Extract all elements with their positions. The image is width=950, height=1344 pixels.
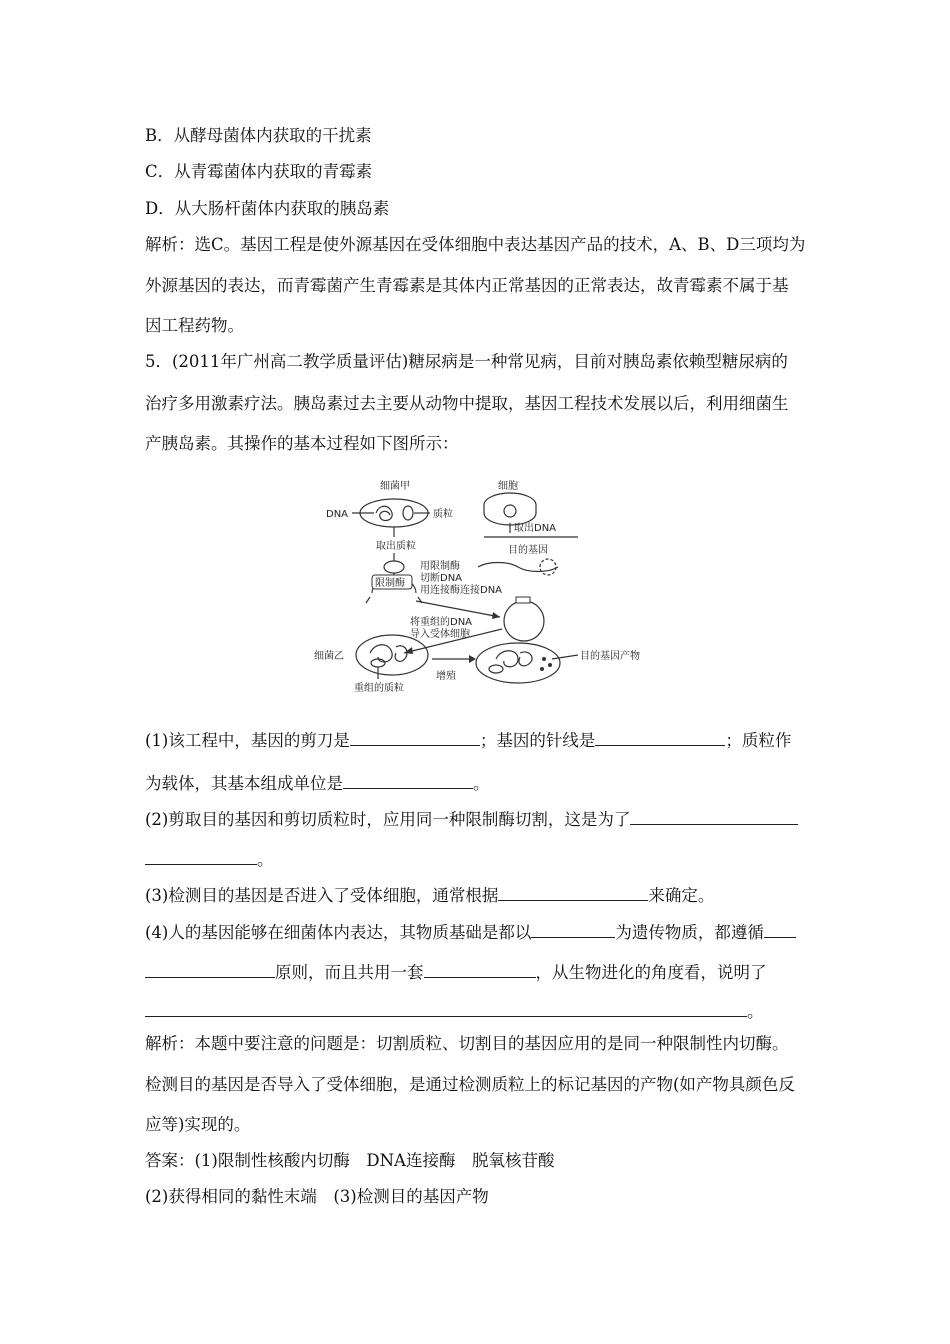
recombinant-insert (516, 597, 530, 603)
label-cut-1: 用限制酶 (420, 561, 460, 572)
q1-text-e: 。 (473, 774, 490, 793)
q4-blank-evolution[interactable] (145, 1000, 747, 1017)
option-b: B．从酵母菌体内获取的干扰素 (145, 126, 372, 145)
q1-text-d: 为载体，其基本组成单位是 (145, 774, 343, 793)
q4-text-c: 原则，而且共用一套 (275, 963, 424, 982)
question-5-line-3: 产胰岛素。其操作的基本过程如下图所示： (145, 434, 459, 453)
question-2-line-2 (145, 848, 274, 870)
arrow-to-recombinant (416, 601, 500, 617)
q1-text-b: ；基因的针线是 (479, 731, 596, 750)
product-dot-2 (548, 663, 552, 667)
question-1-line-2 (145, 772, 490, 794)
label-restriction-enzyme: 限制酶 (375, 578, 405, 589)
q3-blank[interactable] (498, 884, 648, 901)
q4-blank-principle-b[interactable] (145, 961, 275, 978)
analysis-5-line-3: 应等)实现的。 (145, 1115, 251, 1134)
q4-blank-material[interactable] (531, 921, 615, 938)
q4-text-b: 为遗传物质，都遵循 (615, 923, 764, 942)
product-dot-3 (540, 667, 544, 671)
q4-blank-principle-a[interactable] (764, 921, 796, 938)
q2-blank-2[interactable] (145, 848, 257, 865)
question-4-line-1 (145, 921, 796, 943)
label-proliferate: 增殖 (436, 671, 456, 682)
bacteria-a-plasmid (403, 506, 413, 520)
option-d: D．从大肠杆菌体内获取的胰岛素 (145, 199, 390, 218)
recombinant-plasmid (504, 601, 544, 641)
label-target-gene: 目的基因 (508, 545, 548, 556)
label-cell: 细胞 (498, 481, 518, 492)
analysis-4-line-3: 因工程药物。 (145, 316, 244, 335)
bacteria-a-dna (376, 506, 392, 520)
q2-text-b: 。 (257, 850, 274, 869)
extracted-plasmid (384, 561, 404, 573)
label-recombinant-plasmid: 重组的质粒 (354, 683, 404, 694)
target-gene-strand (478, 563, 558, 572)
product-pointer (552, 655, 578, 659)
question-1-line-1 (145, 729, 791, 751)
question-5-line-1: 5．(2011年广州高二教学质量评估)糖尿病是一种常见病，目前对胰岛素依赖型糖尿病的 (145, 352, 788, 371)
question-2-line-1 (145, 808, 798, 830)
label-extract-plasmid: 取出质粒 (376, 541, 416, 552)
label-cut-3: 用连接酶连接DNA (420, 585, 503, 596)
label-dna: DNA (326, 509, 349, 520)
answer-line-2: (2)获得相同的黏性末端 (3)检测目的基因产物 (145, 1187, 489, 1206)
cell-nucleus (504, 505, 516, 517)
q3-text-b: 来确定。 (648, 886, 715, 905)
label-introduce-2: 导入受体细胞 (410, 629, 470, 640)
answer-line-1: 答案：(1)限制性核酸内切酶 DNA连接酶 脱氧核苷酸 (145, 1151, 555, 1170)
question-4-line-2 (145, 961, 767, 983)
q1-blank-unit[interactable] (343, 772, 473, 789)
label-plasmid: 质粒 (433, 509, 453, 520)
bacteria-b-plasmid (371, 659, 385, 667)
q2-text-a: (2)剪取目的基因和剪切质粒时，应用同一种限制酶切割，这是为了 (145, 810, 631, 829)
q2-blank-1[interactable] (630, 808, 798, 825)
q4-text-a: (4)人的基因能够在细菌体内表达，其物质基础是都以 (145, 923, 532, 942)
q1-blank-scissors[interactable] (350, 729, 480, 746)
genetic-engineering-diagram (312, 473, 642, 708)
analysis-4-line-1: 解析：选C。基因工程是使外源基因在受体细胞中表达基因产品的技术，A、B、D三项均为 (145, 235, 806, 254)
q4-blank-code[interactable] (424, 961, 536, 978)
cut-ends (366, 597, 422, 603)
option-c: C．从青霉菌体内获取的青霉素 (145, 162, 373, 181)
arrowhead-recombinant (492, 612, 500, 619)
product-bacteria-dna (496, 651, 532, 667)
q1-text-a: (1)该工程中，基因的剪刀是 (145, 731, 350, 750)
q3-text-a: (3)检测目的基因是否进入了受体细胞，通常根据 (145, 886, 499, 905)
analysis-4-line-2: 外源基因的表达，而青霉菌产生青霉素是其体内正常基因的正常表达，故青霉素不属于基 (145, 276, 789, 295)
question-5-line-2: 治疗多用激素疗法。胰岛素过去主要从动物中提取，基因工程技术发展以后，利用细菌生 (145, 394, 789, 413)
product-dot-1 (542, 657, 546, 661)
product-bacteria-plasmid (489, 665, 503, 673)
label-target-product: 目的基因产物 (580, 651, 640, 662)
label-introduce-1: 将重组的DNA (410, 617, 473, 628)
q1-blank-needle[interactable] (595, 729, 725, 746)
q1-text-c: ；质粒作 (725, 731, 792, 750)
q4-text-d: ，从生物进化的角度看，说明了 (535, 963, 767, 982)
analysis-5-line-1: 解析：本题中要注意的问题是：切割质粒、切割目的基因应用的是同一种限制性内切酶。 (145, 1034, 789, 1053)
target-gene-loop (540, 559, 556, 575)
label-cut-2: 切断DNA (420, 573, 463, 584)
question-4-line-3 (145, 1000, 764, 1022)
q4-text-e: 。 (747, 1002, 764, 1021)
question-3-line (145, 884, 714, 906)
label-bacteria-a: 细菌甲 (380, 481, 410, 492)
label-bacteria-b: 细菌乙 (314, 651, 344, 662)
cell-body (484, 493, 536, 525)
label-extract-dna: 取出DNA (514, 523, 557, 534)
analysis-5-line-2: 检测目的基因是否导入了受体细胞，是通过检测质粒上的标记基因的产物(如产物具颜色反 (145, 1075, 795, 1094)
product-bacteria-cell (476, 643, 560, 683)
arrowhead-proliferate (469, 655, 476, 663)
